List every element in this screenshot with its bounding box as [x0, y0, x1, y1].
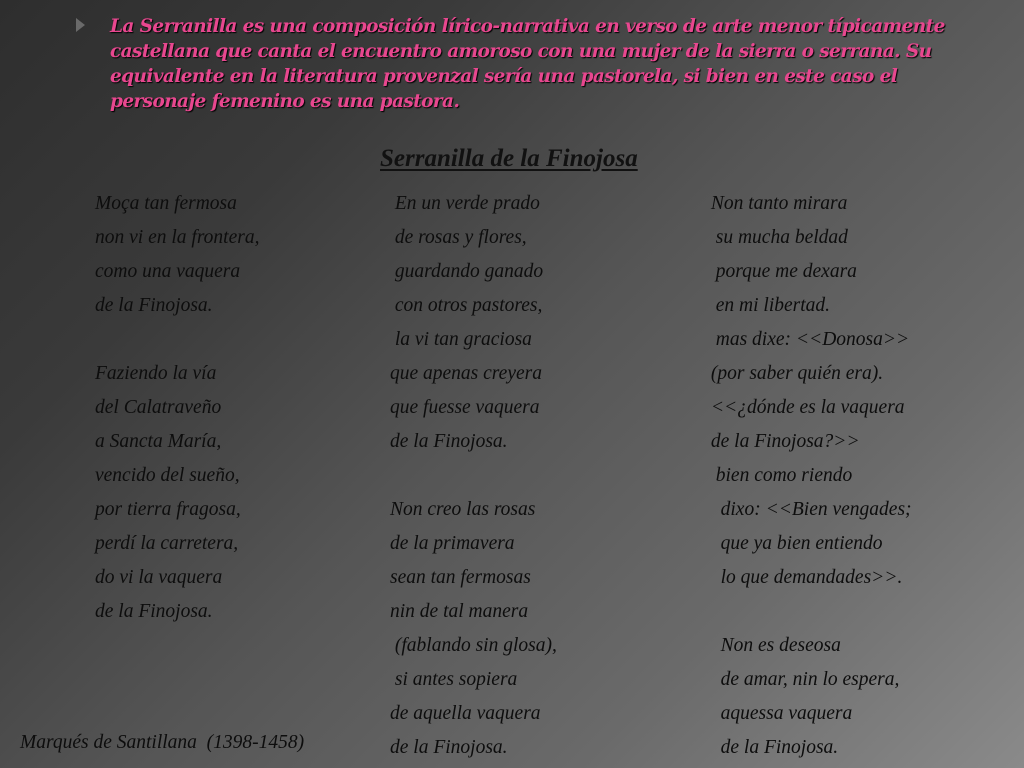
poem-line — [706, 598, 912, 632]
poem-line: que apenas creyera — [390, 363, 542, 384]
poem-column-1 — [95, 190, 259, 632]
poem-line: vencido del sueño, — [95, 465, 240, 486]
poem-line: nin de tal manera — [390, 601, 529, 622]
poem-line: (fablando sin glosa), — [390, 635, 557, 656]
poem-line: dixo: <<Bien vengades; — [706, 499, 912, 520]
poem-line: de la Finojosa. — [390, 431, 508, 452]
poem-line: Non creo las rosas — [390, 499, 536, 520]
poem-line: de amar, nin lo espera, — [706, 669, 900, 690]
poem-line: mas dixe: <<Donosa>> — [706, 329, 910, 350]
poem-line: de la primavera — [390, 533, 515, 554]
poem-line: en mi libertad. — [706, 295, 831, 316]
poem-line: su mucha beldad — [706, 227, 848, 248]
poem-line: del Calatraveño — [95, 397, 222, 418]
poem-line: que fuesse vaquera — [390, 397, 540, 418]
poem-line: de rosas y flores, — [390, 227, 527, 248]
poem-line: porque me dexara — [706, 261, 857, 282]
poem-line: bien como riendo — [706, 465, 853, 486]
intro-paragraph: La Serranilla es una composición lírico-narrativa en verso de arte menor típicamente castellana que canta el encuentro amoroso con una mujer de la sierra o serrana. Su equivalente en la literatura provenzal sería una pastorela, si bien en este caso el personaje femenino es una pastora. — [110, 16, 945, 112]
poem-title — [380, 145, 638, 173]
poem-line: sean tan fermosas — [390, 567, 531, 588]
poem-line: Non tanto mirara — [706, 193, 848, 214]
poem-line: lo que demandades>>. — [706, 567, 903, 588]
poem-line: non vi en la frontera, — [95, 227, 260, 248]
author-credit: Marqués de Santillana (1398-1458) — [20, 732, 305, 753]
poem-line: de aquella vaquera — [390, 703, 541, 724]
poem-column-2 — [390, 190, 557, 768]
poem-column-3 — [706, 190, 912, 768]
poem-line: la vi tan graciosa — [390, 329, 532, 350]
poem-line: por tierra fragosa, — [95, 499, 241, 520]
poem-line: En un verde prado — [390, 193, 540, 214]
poem-line: de la Finojosa?>> — [706, 431, 860, 452]
poem-line: de la Finojosa. — [390, 737, 508, 758]
poem-line: de la Finojosa. — [706, 737, 839, 758]
poem-line: Faziendo la vía — [95, 363, 217, 384]
poem-line: si antes sopiera — [390, 669, 518, 690]
poem-line: que ya bien entiendo — [706, 533, 883, 554]
poem-line: (por saber quién era). — [706, 363, 884, 384]
poem-title-text: Serranilla de la Finojosa — [380, 145, 638, 172]
poem-line: <<¿dónde es la vaquera — [706, 397, 905, 418]
poem-line: de la Finojosa. — [95, 601, 213, 622]
poem-line: como una vaquera — [95, 261, 241, 282]
poem-line: de la Finojosa. — [95, 295, 213, 316]
poem-line: a Sancta María, — [95, 431, 222, 452]
bullet-arrow-icon — [76, 18, 85, 32]
poem-line: guardando ganado — [390, 261, 544, 282]
poem-line: aquessa vaquera — [706, 703, 853, 724]
poem-line: perdí la carretera, — [95, 533, 239, 554]
poem-line: Moça tan fermosa — [95, 193, 237, 214]
poem-line: con otros pastores, — [390, 295, 543, 316]
poem-line — [390, 462, 557, 496]
poem-line: do vi la vaquera — [95, 567, 223, 588]
poem-line — [95, 326, 259, 360]
poem-line: Non es deseosa — [706, 635, 841, 656]
